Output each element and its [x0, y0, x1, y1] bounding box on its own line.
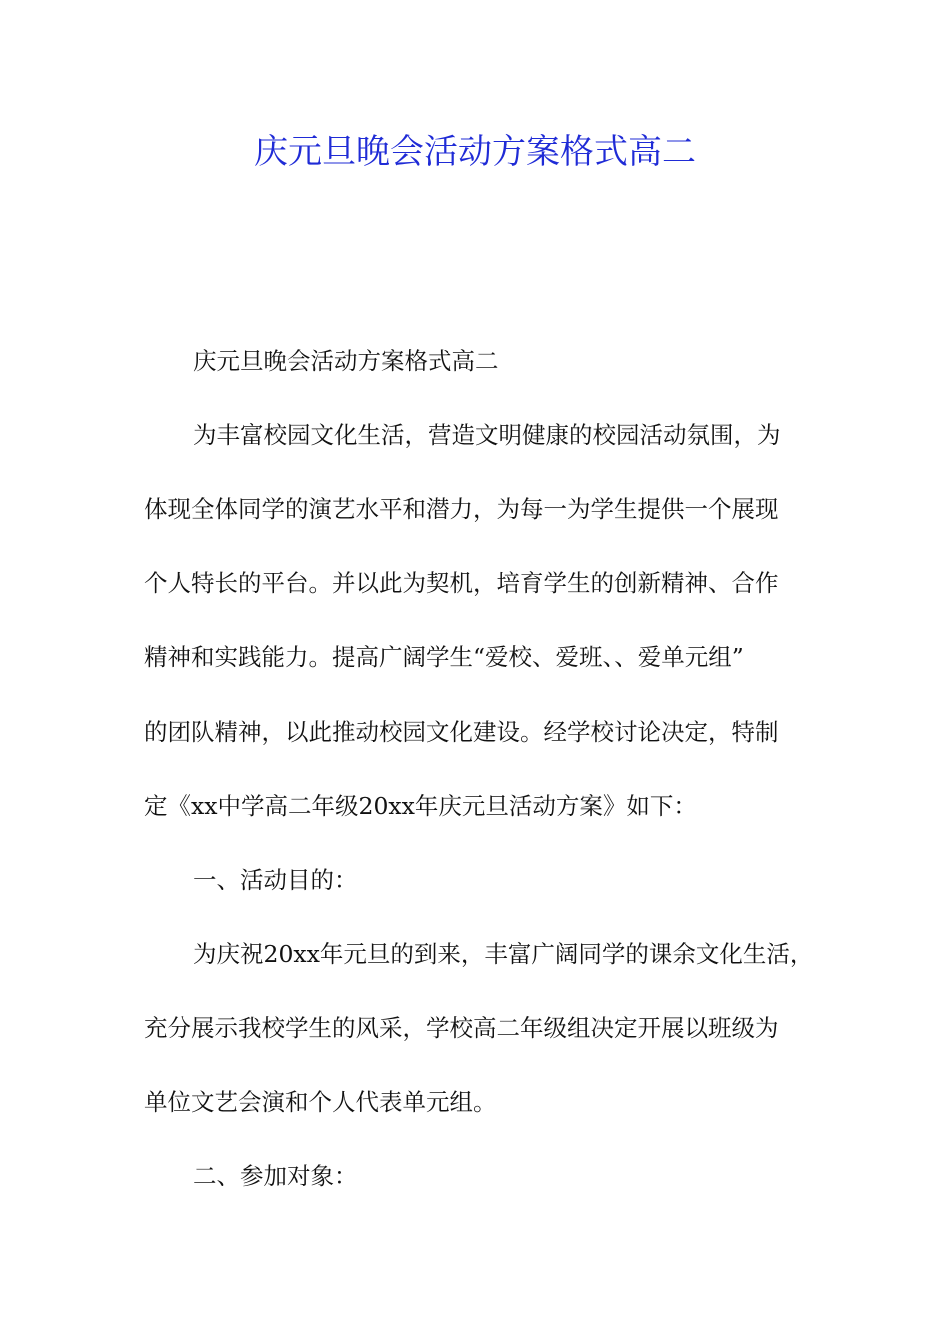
paragraph-line: 个人特长的平台。并以此为契机，培育学生的创新精神、合作: [144, 569, 779, 597]
paragraph-line: 为丰富校园文化生活，营造文明健康的校园活动氛围，为: [193, 421, 781, 449]
paragraph-line: 定《xx中学高二年级20xx年庆元旦活动方案》如下：: [144, 792, 697, 820]
paragraph-line: 的团队精神，以此推动校园文化建设。经学校讨论决定，特制: [144, 718, 779, 746]
section-heading: 一、活动目的：: [193, 866, 358, 894]
document-title: 庆元旦晚会活动方案格式高二: [254, 132, 696, 172]
paragraph-line: 充分展示我校学生的风采，学校高二年级组决定开展以班级为: [144, 1014, 779, 1042]
paragraph-line: 精神和实践能力。提高广阔学生“爱校、爱班、、爱单元组”: [144, 643, 744, 671]
subtitle-line: 庆元旦晚会活动方案格式高二: [193, 347, 499, 375]
paragraph-line: 为庆祝20xx年元旦的到来，丰富广阔同学的课余文化生活，: [193, 940, 814, 968]
section-heading: 二、参加对象：: [193, 1162, 358, 1190]
paragraph-line: 单位文艺会演和个人代表单元组。: [144, 1088, 497, 1116]
paragraph-line: 体现全体同学的演艺水平和潜力，为每一为学生提供一个展现: [144, 495, 779, 523]
